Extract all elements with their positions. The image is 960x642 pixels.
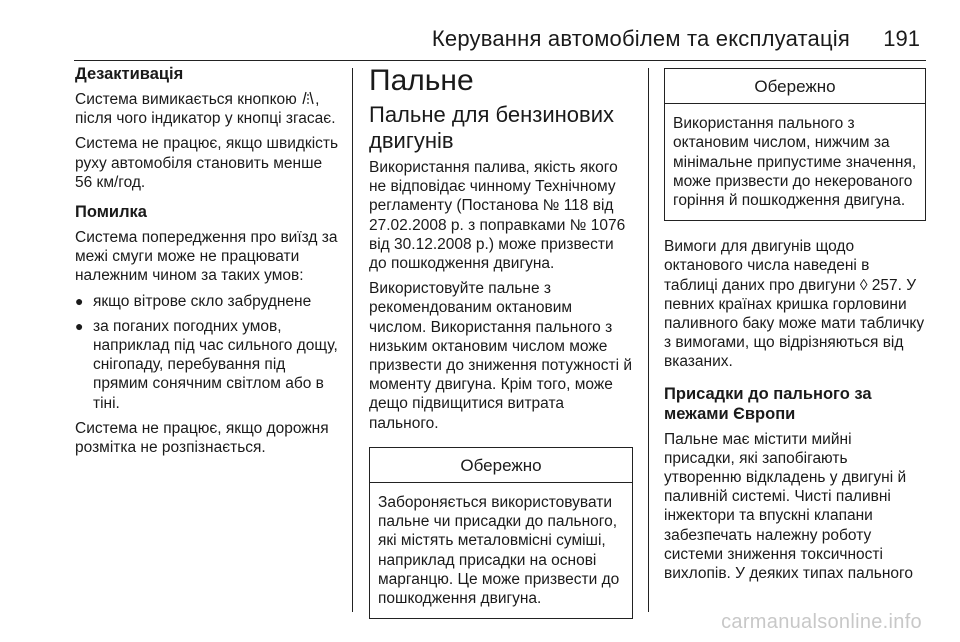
list-item-text: за поганих погодних умов, наприклад під час сильного дощу, снігопаду, перебування під прямим сонячним світлом або в тіні. [93,317,338,412]
octane-text-post: 257. У певних країнах кришка горловини паливного баку може мати табличку з вимогами, що відрізняються від вказаних. [664,276,925,371]
notice-title: Обережно [370,448,632,483]
column-right [664,68,926,589]
fuel-title: Пальне [369,64,474,97]
deactivation-text-pre: Система вимикається кнопкою [75,91,297,108]
chapter-title: Керування автомобілем та експлуатація [431,26,850,51]
column-middle [369,64,633,619]
error-paragraph: Система попередження про виїзд за межі смуги може не працювати належним чином за таких умов: [75,229,338,285]
additives-heading: Присадки до пального за межами Європи [664,384,872,423]
fuel-paragraph-1: Використання палива, якість якого не відповідає чинному Технічному регламенту (Постанова № 118 від 27.02.2008 р. з поправками № 1076 від 30.12.2008 р.) може призвести до пошкодження двигуна. [369,159,626,273]
octane-paragraph [664,237,926,371]
lane-departure-icon [301,91,315,105]
list-item-text: якщо вітрове скло забруднене [93,292,312,310]
column-divider-2 [648,68,649,612]
additives-paragraph: Пальне має містити мийні присадки, які запобігають утворенню відкладень у двигуні й паливній системі. Чисті паливні інжектори та впускні клапани забезпечать належну роботу системи зниження токсичності вихлопів. У деяких типах пального [664,430,913,583]
notice-body: Забороняється використовувати пальне чи присадки до пального, які містять металовмісні суміші, наприклад присадки на основі марганцю. Це може призвести до пошкодження двигуна. [378,494,620,608]
deactivation-heading: Дезактивація [75,65,184,83]
octane-text-pre: Вимоги для двигунів щодо октанового числа наведені в таблиці даних про двигуни [664,238,870,294]
error-heading: Помилка [75,203,147,222]
fuel-subtitle: Пальне для бензинових двигунів [369,102,615,153]
header-divider [74,60,926,61]
markings-paragraph: Система не працює, якщо дорожня розмітка не розпізнається. [75,419,329,457]
watermark: carmanualsonline.info [721,611,922,633]
notice-box [369,447,633,619]
column-divider-1 [352,68,353,612]
speed-paragraph: Система не працює, якщо швидкість руху автомобіля становить менше 56 км/год. [75,135,339,191]
deactivation-text-post: , після чого індикатор у кнопці згасає. [75,91,336,128]
notice-box [664,68,926,221]
error-conditions-list [75,292,343,413]
cross-reference-icon: ◊ [859,276,868,294]
column-left [75,64,343,463]
bullet-icon: ● [75,292,84,309]
fuel-paragraph-2: Використовуйте пальне з рекомендованим октановим числом. Використання пального з низьким октановим числом може призвести до зниження потужності й моменту двигуна. Крім того, може дещо підвищитися витрата пального. [369,280,633,432]
page-number: 191 [883,26,920,51]
list-item [75,317,343,413]
list-item [75,292,343,311]
notice-title: Обережно [665,69,925,104]
page-header [0,26,960,66]
bullet-icon: ● [75,317,84,334]
deactivation-paragraph [75,90,343,128]
notice-body: Використання пального з октановим числом, нижчим за мінімальне припустиме значення, може призвести до некерованого горіння й пошкодження двигуна. [673,115,917,210]
